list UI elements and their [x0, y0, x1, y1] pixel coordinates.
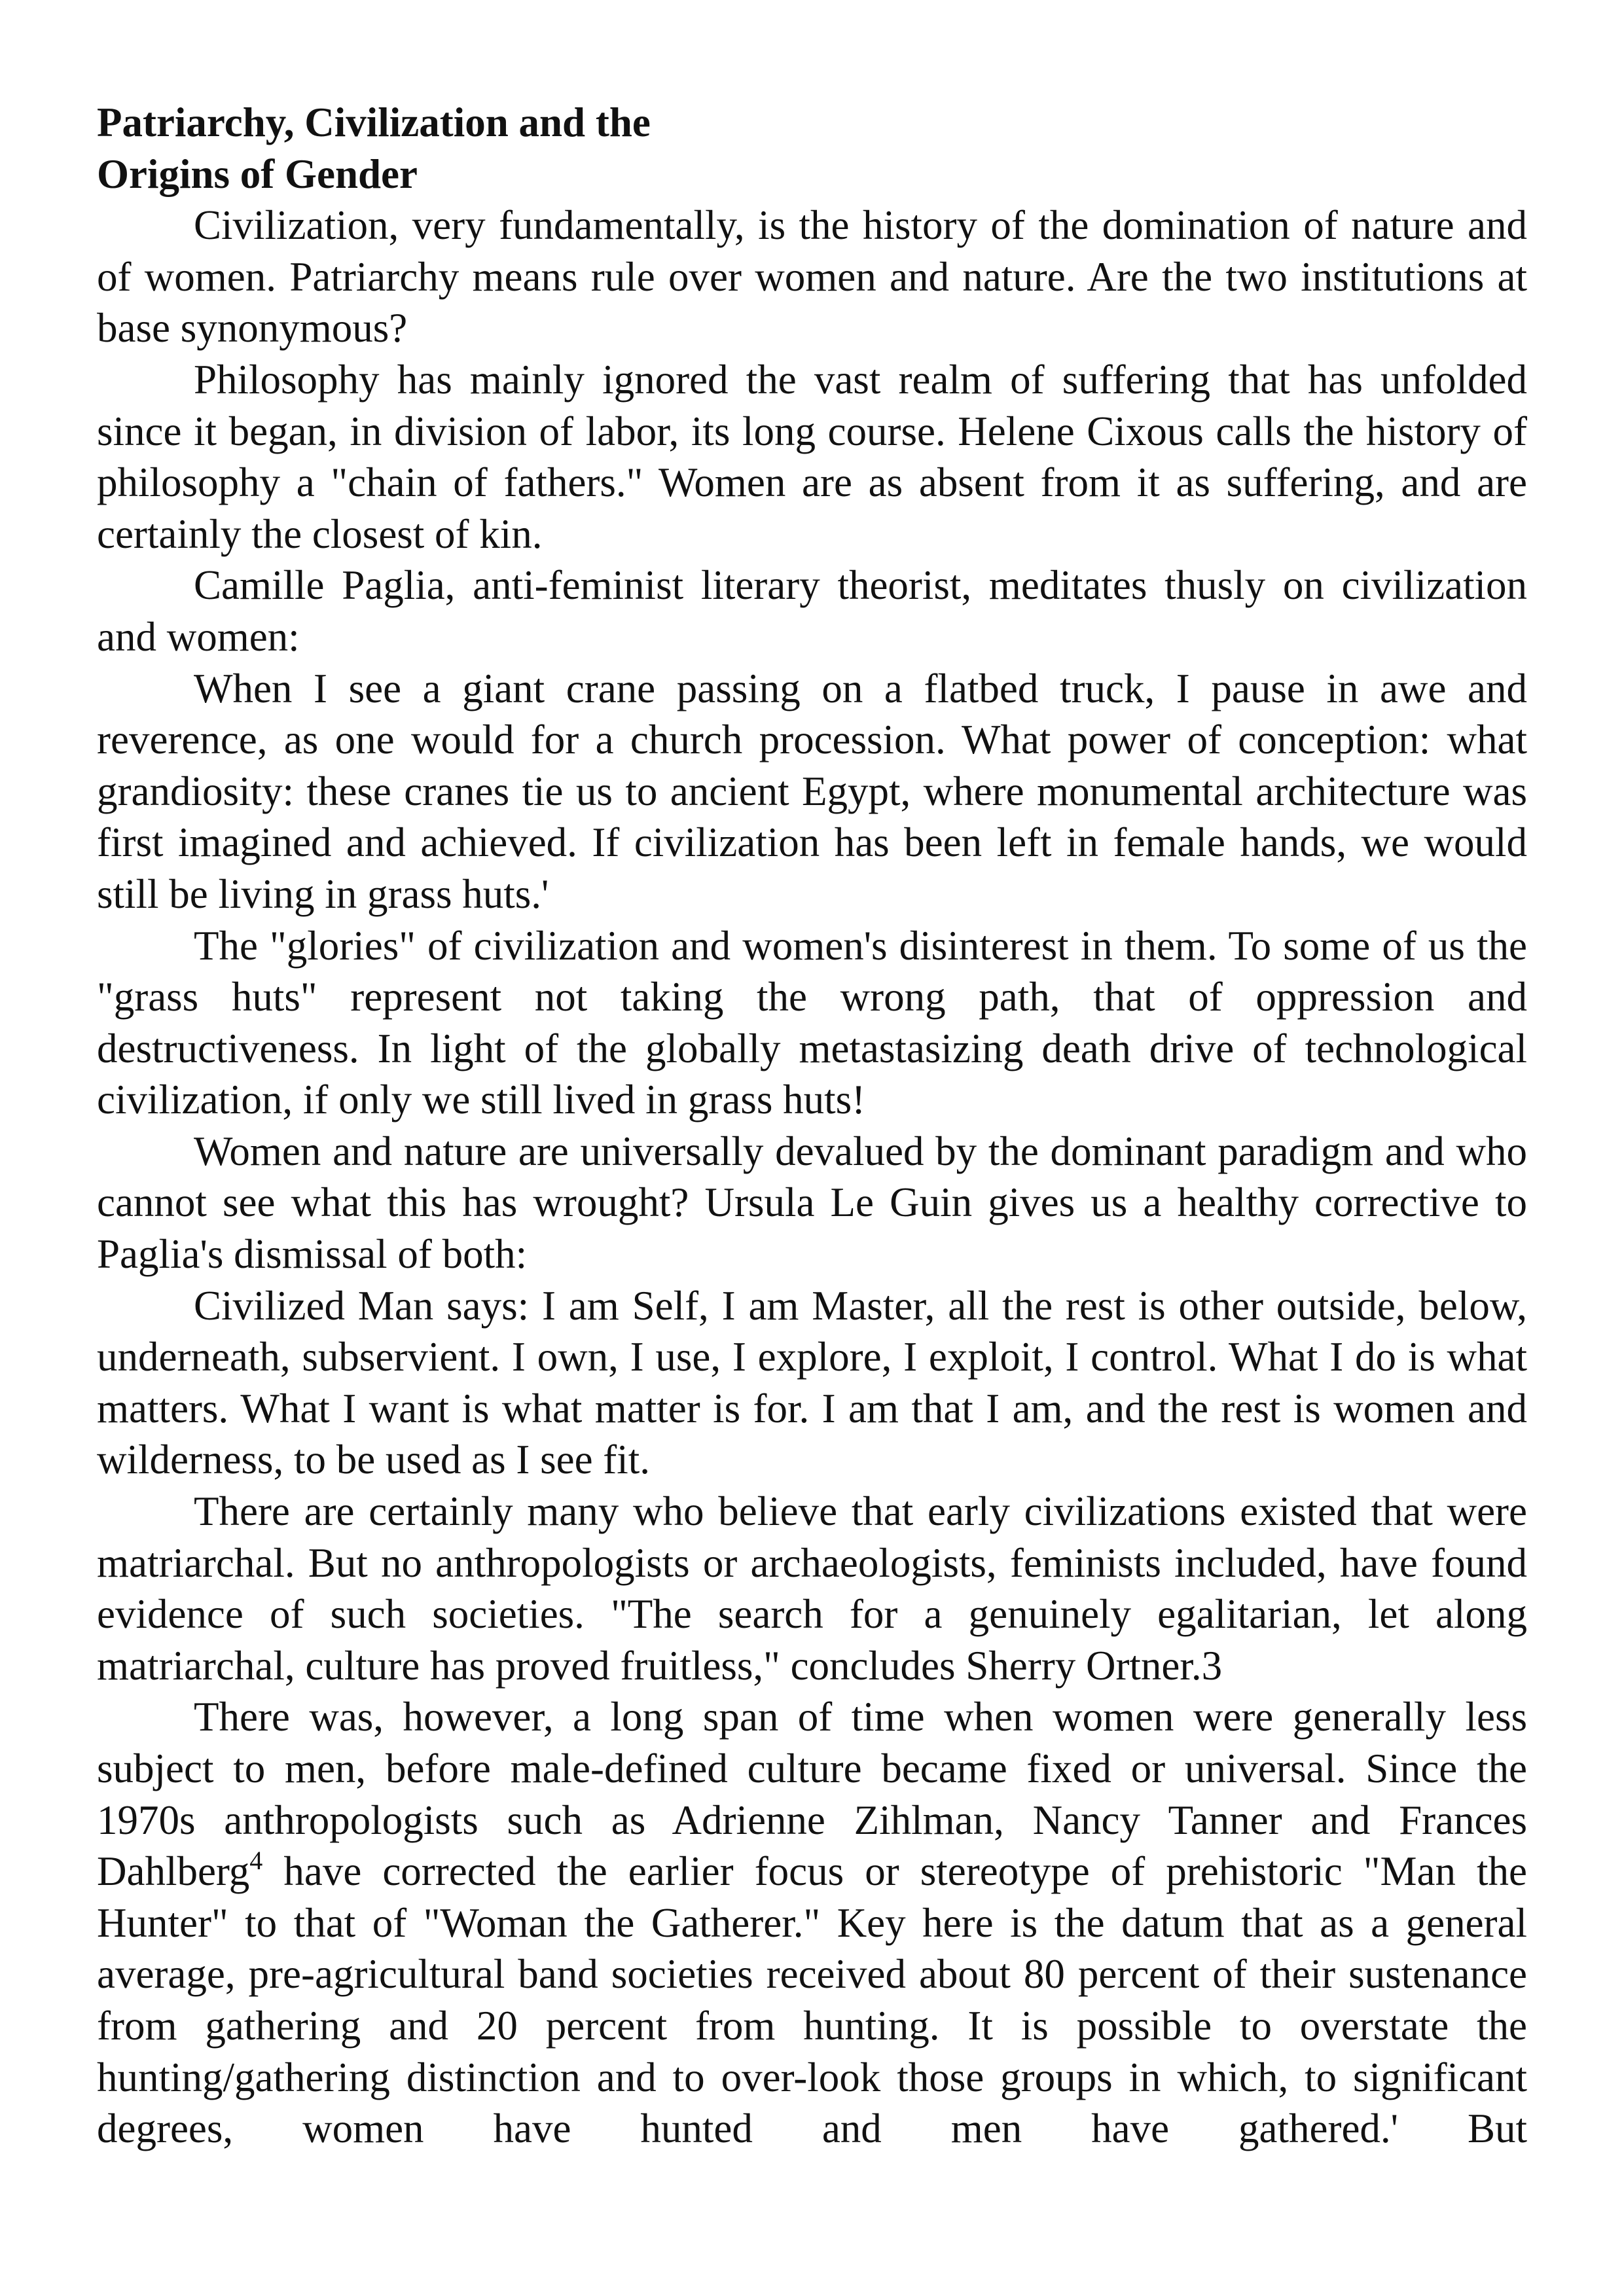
quote-paglia: When I see a giant crane passing on a flatbed truck, I pause in awe and reverence, as one would for a church procession. What power of conception: what grandiosity: these cranes tie us to ancient Egypt, where monumental architecture was first imagined and achieved. If civilization has been left in female hands, we would still be living in grass huts.' — [97, 665, 1527, 917]
paragraph-5: The "glories" of civilization and women's disinterest in them. To some of us the "grass huts" represent not taking the wrong path, that of oppression and destructiveness. In light of the globally metastasizing death drive of technological civilization, if only we still lived in grass huts! — [97, 922, 1527, 1123]
paragraph-9 — [97, 1691, 1527, 2154]
footnote-marker: 4 — [249, 1846, 263, 1876]
paragraph-9-text-a: There was, however, a long span of time when women were generally less subject to men, before male-defined culture became fixed or universal. Since the 1970s anthropologists such as Adrienne Zihlman, Nancy Tanner and Frances Dahlberg — [97, 1694, 1527, 1895]
quote-le-guin: Civilized Man says: I am Self, I am Master, all the rest is other outside, below, underneath, subservient. I own, I use, I explore, I exploit, I control. What I do is what matters. What I want is what matter is for. I am that I am, and the rest is women and wilderness, to be used as I see fit. — [97, 1282, 1527, 1483]
text-column — [97, 97, 1527, 2155]
paragraph-9-text-b: have corrected the earlier focus or stereotype of prehistoric "Man the Hunter" to that of "Woman the Gatherer." Key here is the datum that as a general average, pre-agricultural band societies received about 80 percent of their sustenance from gathering and 20 percent from hunting. It is possible to overstate the hunting/gathering distinction and to over-look those groups in which, to significant degrees, women have hunted and men have gathered.' But — [97, 1848, 1527, 2152]
paragraph-3: Camille Paglia, anti-feminist literary theorist, meditates thusly on civilization and women: — [97, 562, 1527, 660]
paragraph-6: Women and nature are universally devalued by the dominant paradigm and who cannot see what this has wrought? Ursula Le Guin gives us a healthy corrective to Paglia's dismissal of both: — [97, 1128, 1527, 1278]
section-heading — [97, 97, 1527, 200]
paragraph-1: Civilization, very fundamentally, is the history of the domination of nature and of women. Patriarchy means rule over women and nature. Are the two institutions at base synonymous? — [97, 202, 1527, 351]
paragraph-8: There are certainly many who believe that early civilizations existed that were matriarchal. But no anthropologists or archaeologists, feminists included, have found evidence of such societies. "The search for a genuinely egalitarian, let along matriarchal, culture has proved fruitless," concludes Sherry Ortner.3 — [97, 1488, 1527, 1689]
heading-line-1: Patriarchy, Civilization and the — [97, 99, 651, 145]
paragraph-2: Philosophy has mainly ignored the vast realm of suffering that has unfolded since it began, in division of labor, its long course. Helene Cixous calls the history of philosophy a "chain of fathers." Women are as absent from it as suffering, and are certainly the closest of kin. — [97, 356, 1527, 557]
heading-line-2: Origins of Gender — [97, 151, 418, 197]
